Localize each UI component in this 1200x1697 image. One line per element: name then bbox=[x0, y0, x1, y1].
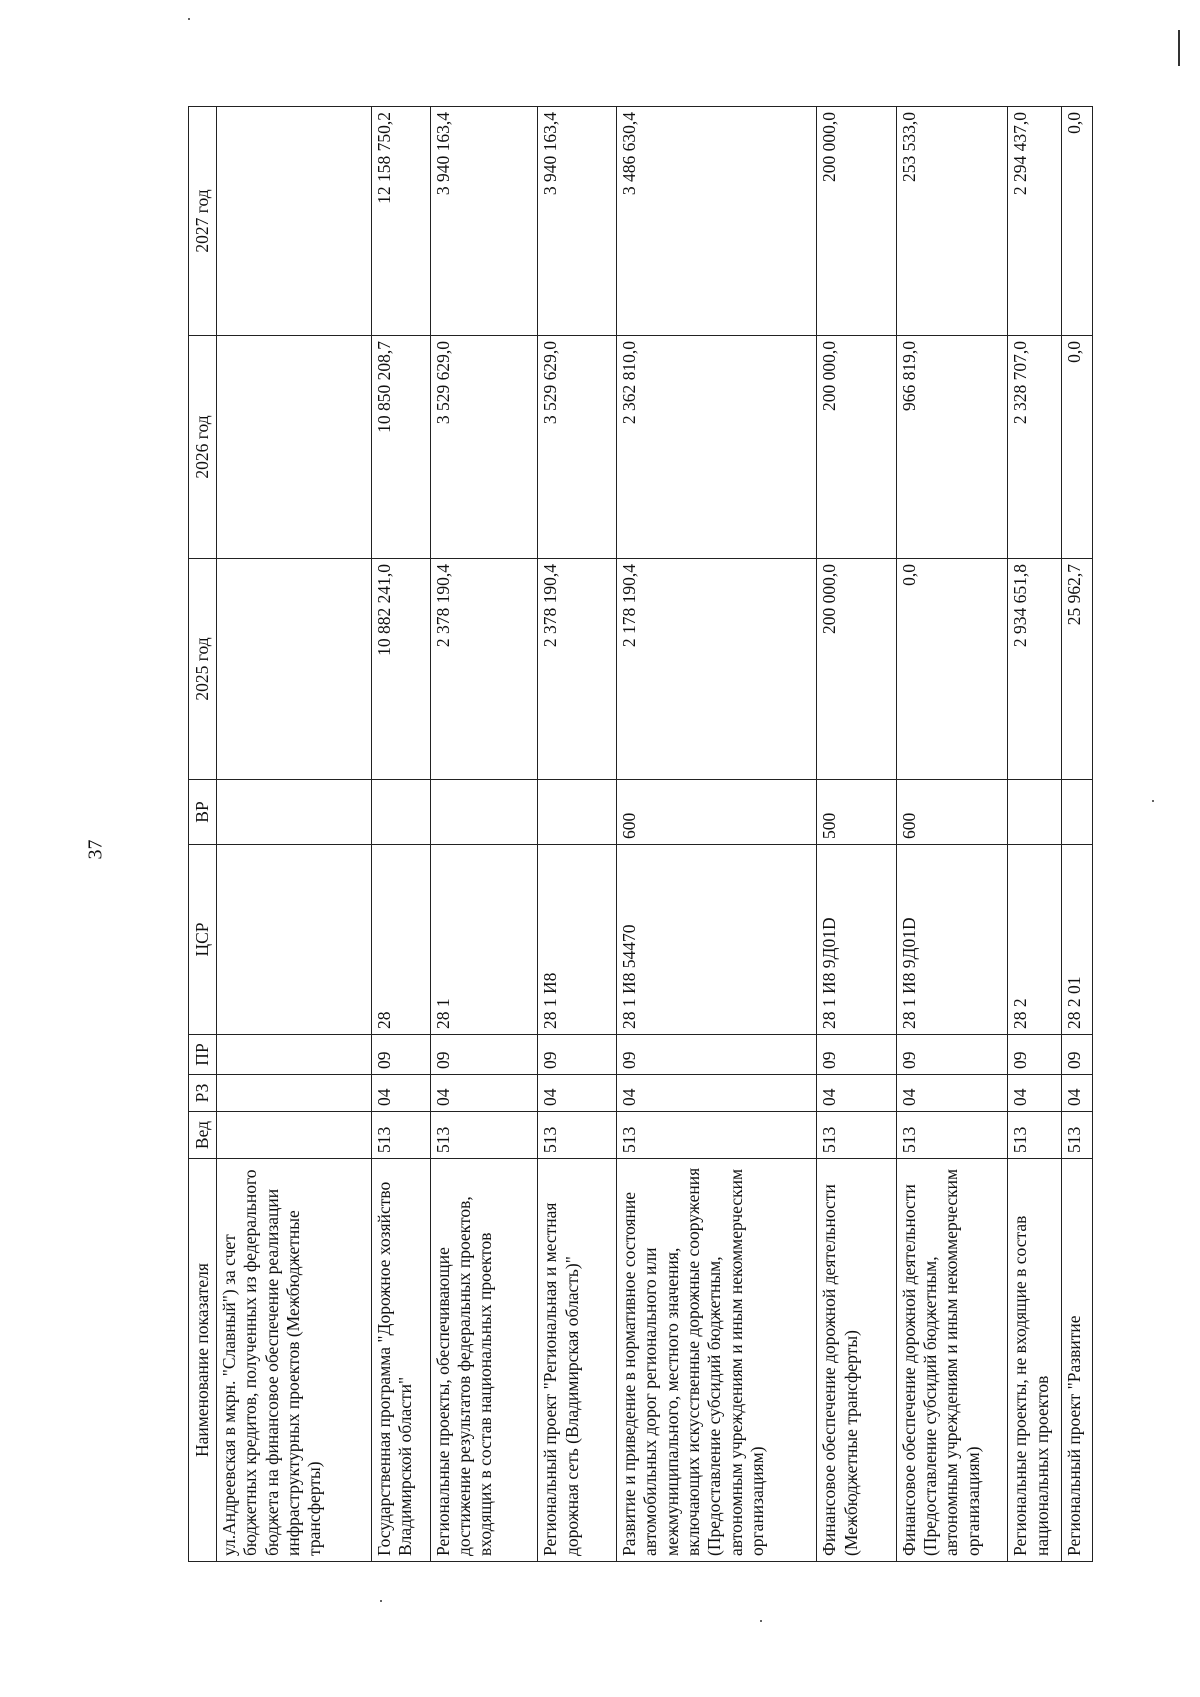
table-row bbox=[896, 107, 1008, 1562]
row-pr: 09 bbox=[430, 1035, 538, 1075]
row-ved: 513 bbox=[1062, 1112, 1093, 1159]
row-name: Региональный проект "Развитие bbox=[1062, 1159, 1093, 1562]
row-2026: 2 362 810,0 bbox=[616, 336, 816, 559]
row-rz: 04 bbox=[817, 1075, 896, 1112]
row-pr: 09 bbox=[1008, 1035, 1062, 1075]
row-vr bbox=[1008, 780, 1062, 845]
row-2027 bbox=[217, 107, 372, 336]
row-2026: 3 529 629,0 bbox=[430, 336, 538, 559]
row-name: Финансовое обеспечение дорожной деятельности (Предоставление субсидий бюджетным, автономным учреждениям и иным некоммерческим организациям) bbox=[896, 1159, 1008, 1562]
row-csr: 28 1 И8 9Д01D bbox=[817, 845, 896, 1035]
table-row bbox=[1008, 107, 1062, 1562]
row-2025: 2 378 190,4 bbox=[430, 559, 538, 780]
row-pr: 09 bbox=[896, 1035, 1008, 1075]
row-2027: 2 294 437,0 bbox=[1008, 107, 1062, 336]
row-ved: 513 bbox=[371, 1112, 430, 1159]
row-2025 bbox=[217, 559, 372, 780]
table-row bbox=[1062, 107, 1093, 1562]
row-csr: 28 2 01 bbox=[1062, 845, 1093, 1035]
row-2026: 2 328 707,0 bbox=[1008, 336, 1062, 559]
row-name: Региональные проекты, не входящие в состав национальных проектов bbox=[1008, 1159, 1062, 1562]
header-2025: 2025 год bbox=[189, 559, 217, 780]
row-rz: 04 bbox=[616, 1075, 816, 1112]
row-name: Региональные проекты, обеспечивающие достижение результатов федеральных проектов, входящих в состав национальных проектов bbox=[430, 1159, 538, 1562]
scan-speck bbox=[1178, 30, 1180, 66]
header-vr: ВР bbox=[189, 780, 217, 845]
table-row bbox=[538, 107, 616, 1562]
row-rz bbox=[217, 1075, 372, 1112]
table-container bbox=[188, 107, 1093, 1562]
row-2026: 966 819,0 bbox=[896, 336, 1008, 559]
row-name: Развитие и приведение в нормативное состояние автомобильных дорог регионального или межмуниципального, местного значения, включающих искусственные дорожные сооружения (Предоставление субсидий бюджетным, автономным учреждениям и иным некоммерческим организациям) bbox=[616, 1159, 816, 1562]
row-2027: 12 158 750,2 bbox=[371, 107, 430, 336]
header-name: Наименование показателя bbox=[189, 1159, 217, 1562]
row-ved: 513 bbox=[538, 1112, 616, 1159]
row-rz: 04 bbox=[896, 1075, 1008, 1112]
row-2027: 0,0 bbox=[1062, 107, 1093, 336]
row-vr: 500 bbox=[817, 780, 896, 845]
row-pr: 09 bbox=[1062, 1035, 1093, 1075]
row-pr: 09 bbox=[371, 1035, 430, 1075]
row-name: Региональный проект "Региональная и местная дорожная сеть (Владимирская область)" bbox=[538, 1159, 616, 1562]
row-csr: 28 2 bbox=[1008, 845, 1062, 1035]
row-2025: 25 962,7 bbox=[1062, 559, 1093, 780]
row-name: Государственная программа "Дорожное хозяйство Владимирской области" bbox=[371, 1159, 430, 1562]
row-2025: 0,0 bbox=[896, 559, 1008, 780]
header-pr: ПР bbox=[189, 1035, 217, 1075]
row-2027: 253 533,0 bbox=[896, 107, 1008, 336]
row-ved: 513 bbox=[817, 1112, 896, 1159]
table-row bbox=[371, 107, 430, 1562]
row-csr: 28 1 И8 54470 bbox=[616, 845, 816, 1035]
row-csr: 28 1 И8 bbox=[538, 845, 616, 1035]
row-rz: 04 bbox=[371, 1075, 430, 1112]
scan-speck bbox=[760, 1620, 762, 1622]
row-rz: 04 bbox=[538, 1075, 616, 1112]
row-pr bbox=[217, 1035, 372, 1075]
header-ved: Вед bbox=[189, 1112, 217, 1159]
row-rz: 04 bbox=[1062, 1075, 1093, 1112]
scan-speck bbox=[380, 1600, 382, 1602]
row-name: ул.Андреевская в мкрн. "Славный") за счет бюджетных кредитов, полученных из федерального бюджета на финансовое обеспечение реализации инфраструктурных проектов (Межбюджетные трансферты) bbox=[217, 1159, 372, 1562]
row-2027: 200 000,0 bbox=[817, 107, 896, 336]
row-2026: 200 000,0 bbox=[817, 336, 896, 559]
table-row bbox=[217, 107, 372, 1562]
row-vr: 600 bbox=[616, 780, 816, 845]
row-vr bbox=[371, 780, 430, 845]
row-csr bbox=[217, 845, 372, 1035]
row-2026: 0,0 bbox=[1062, 336, 1093, 559]
header-2027: 2027 год bbox=[189, 107, 217, 336]
row-pr: 09 bbox=[538, 1035, 616, 1075]
row-2025: 2 378 190,4 bbox=[538, 559, 616, 780]
header-csr: ЦСР bbox=[189, 845, 217, 1035]
row-ved: 513 bbox=[616, 1112, 816, 1159]
row-rz: 04 bbox=[1008, 1075, 1062, 1112]
row-rz: 04 bbox=[430, 1075, 538, 1112]
table-row bbox=[817, 107, 896, 1562]
row-2025: 200 000,0 bbox=[817, 559, 896, 780]
row-2027: 3 486 630,4 bbox=[616, 107, 816, 336]
row-vr bbox=[217, 780, 372, 845]
row-ved bbox=[217, 1112, 372, 1159]
budget-table bbox=[188, 106, 1093, 1562]
row-pr: 09 bbox=[817, 1035, 896, 1075]
header-row bbox=[189, 107, 217, 1562]
row-2026: 3 529 629,0 bbox=[538, 336, 616, 559]
table-row bbox=[616, 107, 816, 1562]
row-csr: 28 1 bbox=[430, 845, 538, 1035]
row-ved: 513 bbox=[430, 1112, 538, 1159]
scan-speck bbox=[188, 18, 190, 20]
row-pr: 09 bbox=[616, 1035, 816, 1075]
row-2025: 2 178 190,4 bbox=[616, 559, 816, 780]
row-ved: 513 bbox=[1008, 1112, 1062, 1159]
row-2027: 3 940 163,4 bbox=[430, 107, 538, 336]
row-csr: 28 1 И8 9Д01D bbox=[896, 845, 1008, 1035]
row-vr bbox=[538, 780, 616, 845]
row-2026 bbox=[217, 336, 372, 559]
row-vr bbox=[430, 780, 538, 845]
row-2026: 10 850 208,7 bbox=[371, 336, 430, 559]
row-vr bbox=[1062, 780, 1093, 845]
row-2025: 10 882 241,0 bbox=[371, 559, 430, 780]
page-number: 37 bbox=[84, 839, 107, 860]
row-2025: 2 934 651,8 bbox=[1008, 559, 1062, 780]
table-row bbox=[430, 107, 538, 1562]
row-csr: 28 bbox=[371, 845, 430, 1035]
row-name: Финансовое обеспечение дорожной деятельности (Межбюджетные трансферты) bbox=[817, 1159, 896, 1562]
row-vr: 600 bbox=[896, 780, 1008, 845]
row-2027: 3 940 163,4 bbox=[538, 107, 616, 336]
scan-speck bbox=[1152, 800, 1154, 802]
header-rz: РЗ bbox=[189, 1075, 217, 1112]
header-2026: 2026 год bbox=[189, 336, 217, 559]
row-ved: 513 bbox=[896, 1112, 1008, 1159]
